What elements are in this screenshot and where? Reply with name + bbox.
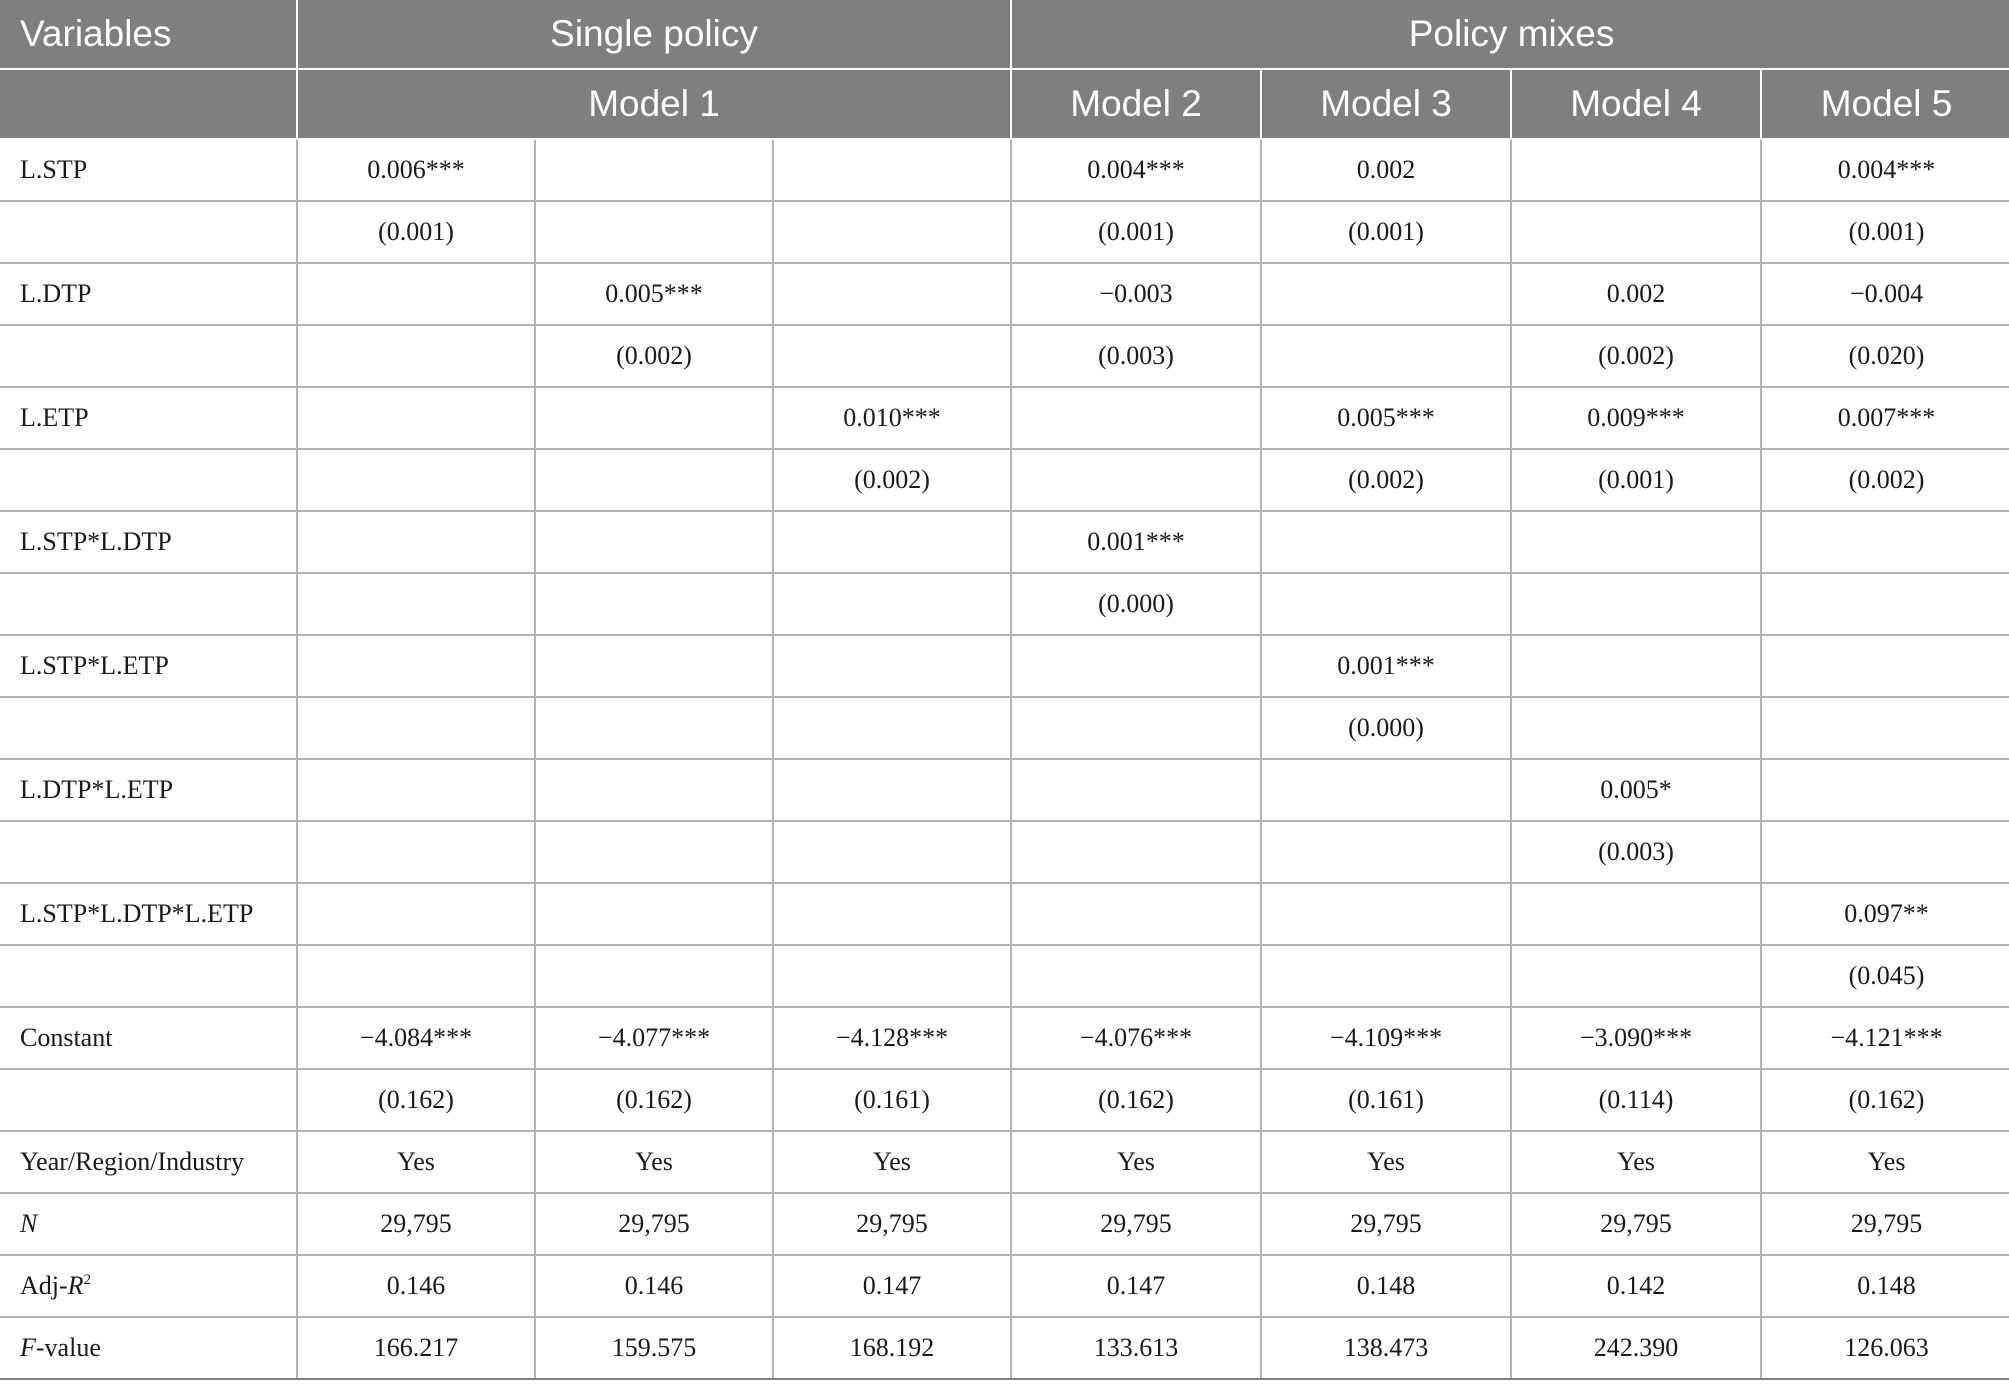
row-label [0, 821, 297, 883]
table-cell: −4.121*** [1761, 1007, 2009, 1069]
table-row [0, 945, 2009, 1007]
table-cell: 0.001*** [1011, 511, 1261, 573]
table-cell: 0.002 [1261, 139, 1511, 201]
table-row [0, 1193, 2009, 1255]
table-cell [297, 573, 535, 635]
table-cell: (0.162) [1761, 1069, 2009, 1131]
table-cell: 29,795 [297, 1193, 535, 1255]
row-label: N [0, 1193, 297, 1255]
table-cell: (0.002) [1261, 449, 1511, 511]
f-letter: F [20, 1333, 36, 1362]
row-label [0, 449, 297, 511]
table-cell: −4.128*** [773, 1007, 1011, 1069]
table-cell: 0.146 [535, 1255, 773, 1317]
table-cell: 0.147 [1011, 1255, 1261, 1317]
table-cell [297, 635, 535, 697]
table-cell: 29,795 [1261, 1193, 1511, 1255]
row-label [0, 1069, 297, 1131]
table-cell [535, 449, 773, 511]
table-cell [1511, 697, 1761, 759]
table-cell: Yes [1761, 1131, 2009, 1193]
table-cell [297, 387, 535, 449]
table-row [0, 511, 2009, 573]
table-cell [297, 759, 535, 821]
table-cell [535, 697, 773, 759]
table-cell: (0.001) [1511, 449, 1761, 511]
table-cell: 138.473 [1261, 1317, 1511, 1379]
table-cell: 29,795 [1511, 1193, 1761, 1255]
table-cell [297, 945, 535, 1007]
table-cell [297, 697, 535, 759]
table-cell: −4.076*** [1011, 1007, 1261, 1069]
table-cell: (0.003) [1511, 821, 1761, 883]
table-cell [773, 139, 1011, 201]
table-cell [773, 635, 1011, 697]
table-cell: (0.001) [1761, 201, 2009, 263]
table-cell: −4.077*** [535, 1007, 773, 1069]
table-cell: 0.148 [1261, 1255, 1511, 1317]
header-model-5: Model 5 [1761, 69, 2009, 139]
table-row [0, 1131, 2009, 1193]
table-cell [1761, 759, 2009, 821]
header-row-groups [0, 0, 2009, 69]
table-cell: −4.109*** [1261, 1007, 1511, 1069]
table-cell [1261, 511, 1511, 573]
table-cell: 242.390 [1511, 1317, 1761, 1379]
header-model-1: Model 1 [297, 69, 1011, 139]
table-cell: 0.005* [1511, 759, 1761, 821]
table-cell: (0.161) [1261, 1069, 1511, 1131]
table-header [0, 0, 2009, 139]
table-cell: 0.006*** [297, 139, 535, 201]
table-cell [1261, 325, 1511, 387]
header-policy-mixes: Policy mixes [1011, 0, 2009, 69]
table-cell [535, 759, 773, 821]
table-cell [773, 759, 1011, 821]
header-row-models [0, 69, 2009, 139]
table-cell [535, 945, 773, 1007]
table-cell: Yes [773, 1131, 1011, 1193]
row-label [0, 697, 297, 759]
table-cell [1011, 697, 1261, 759]
table-row [0, 635, 2009, 697]
table-cell [297, 449, 535, 511]
table-row [0, 883, 2009, 945]
table-cell: (0.162) [1011, 1069, 1261, 1131]
table-cell [1761, 821, 2009, 883]
header-model-3: Model 3 [1261, 69, 1511, 139]
table-row [0, 821, 2009, 883]
table-cell [1511, 635, 1761, 697]
table-cell [1511, 139, 1761, 201]
table-cell: (0.020) [1761, 325, 2009, 387]
table-cell: (0.161) [773, 1069, 1011, 1131]
table-cell [1011, 759, 1261, 821]
table-cell: 0.142 [1511, 1255, 1761, 1317]
table-cell [297, 511, 535, 573]
table-cell [297, 325, 535, 387]
table-cell [1511, 883, 1761, 945]
table-cell: (0.002) [773, 449, 1011, 511]
table-cell: (0.001) [1261, 201, 1511, 263]
table-cell: (0.045) [1761, 945, 2009, 1007]
table-row [0, 573, 2009, 635]
row-label: Constant [0, 1007, 297, 1069]
table-cell [773, 945, 1011, 1007]
table-cell [1511, 573, 1761, 635]
row-label: L.ETP [0, 387, 297, 449]
table-row [0, 139, 2009, 201]
table-cell [535, 821, 773, 883]
table-cell [1011, 821, 1261, 883]
table-cell: 0.148 [1761, 1255, 2009, 1317]
table-cell [1261, 821, 1511, 883]
table-cell: 0.010*** [773, 387, 1011, 449]
row-label: L.DTP [0, 263, 297, 325]
table-row [0, 759, 2009, 821]
table-cell [773, 263, 1011, 325]
table-cell: (0.162) [535, 1069, 773, 1131]
table-cell: Yes [1011, 1131, 1261, 1193]
table-cell: 166.217 [297, 1317, 535, 1379]
table-cell [773, 697, 1011, 759]
table-cell: 29,795 [1761, 1193, 2009, 1255]
table-cell [773, 201, 1011, 263]
table-cell: 133.613 [1011, 1317, 1261, 1379]
table-row [0, 201, 2009, 263]
table-cell: 0.004*** [1011, 139, 1261, 201]
table-cell [1511, 511, 1761, 573]
table-cell: 29,795 [773, 1193, 1011, 1255]
table-cell: 126.063 [1761, 1317, 2009, 1379]
table-cell [773, 573, 1011, 635]
table-row [0, 1069, 2009, 1131]
header-empty [0, 69, 297, 139]
table-cell: 0.001*** [1261, 635, 1511, 697]
table-cell [1261, 883, 1511, 945]
table-cell: 29,795 [535, 1193, 773, 1255]
table-cell: Yes [1511, 1131, 1761, 1193]
row-label [0, 1255, 297, 1317]
row-label: L.STP*L.DTP [0, 511, 297, 573]
table-cell [1761, 573, 2009, 635]
table-row [0, 449, 2009, 511]
table-cell: 0.005*** [1261, 387, 1511, 449]
table-row [0, 697, 2009, 759]
table-cell [1011, 883, 1261, 945]
table-cell: 29,795 [1011, 1193, 1261, 1255]
table-cell: (0.002) [1761, 449, 2009, 511]
table-cell [535, 511, 773, 573]
table-row [0, 1007, 2009, 1069]
table-cell [297, 263, 535, 325]
table-cell [535, 635, 773, 697]
table-cell: −0.003 [1011, 263, 1261, 325]
table-cell [1011, 945, 1261, 1007]
row-label: L.STP [0, 139, 297, 201]
table-cell [1261, 759, 1511, 821]
table-cell [535, 139, 773, 201]
f-suffix: -value [35, 1333, 101, 1362]
table-cell [535, 387, 773, 449]
table-cell: (0.002) [1511, 325, 1761, 387]
table-cell [1011, 635, 1261, 697]
adj-prefix: Adj- [20, 1271, 68, 1300]
table-cell [1261, 945, 1511, 1007]
table-row [0, 1255, 2009, 1317]
row-label: L.STP*L.ETP [0, 635, 297, 697]
table-cell: (0.003) [1011, 325, 1261, 387]
header-variables: Variables [0, 0, 297, 69]
table-row [0, 325, 2009, 387]
table-cell: (0.000) [1261, 697, 1511, 759]
table-row [0, 1317, 2009, 1379]
table-cell [1261, 263, 1511, 325]
table-cell [773, 883, 1011, 945]
table-cell [1761, 511, 2009, 573]
table-cell: (0.001) [1011, 201, 1261, 263]
table-cell: 0.007*** [1761, 387, 2009, 449]
table-cell: 159.575 [535, 1317, 773, 1379]
table-cell: Yes [535, 1131, 773, 1193]
table-cell: Yes [1261, 1131, 1511, 1193]
table-cell [535, 883, 773, 945]
row-label [0, 573, 297, 635]
table-cell: −0.004 [1761, 263, 2009, 325]
table-cell [773, 511, 1011, 573]
table-cell [535, 201, 773, 263]
row-label [0, 325, 297, 387]
header-single-policy: Single policy [297, 0, 1011, 69]
adj-r-superscript: 2 [83, 1272, 92, 1288]
table-cell: 0.146 [297, 1255, 535, 1317]
table-cell: Yes [297, 1131, 535, 1193]
table-cell: 0.009*** [1511, 387, 1761, 449]
table-cell: −4.084*** [297, 1007, 535, 1069]
table-body [0, 139, 2009, 1379]
table-cell [297, 821, 535, 883]
table-cell [1261, 573, 1511, 635]
table-cell: 0.097** [1761, 883, 2009, 945]
table-cell [1511, 945, 1761, 1007]
table-cell: (0.001) [297, 201, 535, 263]
table-cell [773, 325, 1011, 387]
table-cell [1761, 697, 2009, 759]
table-cell [1011, 387, 1261, 449]
table-cell [1011, 449, 1261, 511]
table-cell [297, 883, 535, 945]
adj-r-letter: R [67, 1271, 84, 1300]
row-label: L.STP*L.DTP*L.ETP [0, 883, 297, 945]
table-cell [773, 821, 1011, 883]
header-model-2: Model 2 [1011, 69, 1261, 139]
table-row [0, 387, 2009, 449]
table-cell: (0.162) [297, 1069, 535, 1131]
table-cell [535, 573, 773, 635]
row-label [0, 945, 297, 1007]
row-label: Year/Region/Industry [0, 1131, 297, 1193]
header-model-4: Model 4 [1511, 69, 1761, 139]
table-cell: 0.147 [773, 1255, 1011, 1317]
table-cell [1761, 635, 2009, 697]
table-cell: (0.002) [535, 325, 773, 387]
table-cell: 0.002 [1511, 263, 1761, 325]
table-cell: (0.000) [1011, 573, 1261, 635]
row-label [0, 1317, 297, 1379]
table-row [0, 263, 2009, 325]
table-cell: −3.090*** [1511, 1007, 1761, 1069]
row-label [0, 201, 297, 263]
table-cell: 168.192 [773, 1317, 1011, 1379]
row-label: L.DTP*L.ETP [0, 759, 297, 821]
table-cell: (0.114) [1511, 1069, 1761, 1131]
table-cell: 0.005*** [535, 263, 773, 325]
table-cell [1511, 201, 1761, 263]
table-cell: 0.004*** [1761, 139, 2009, 201]
